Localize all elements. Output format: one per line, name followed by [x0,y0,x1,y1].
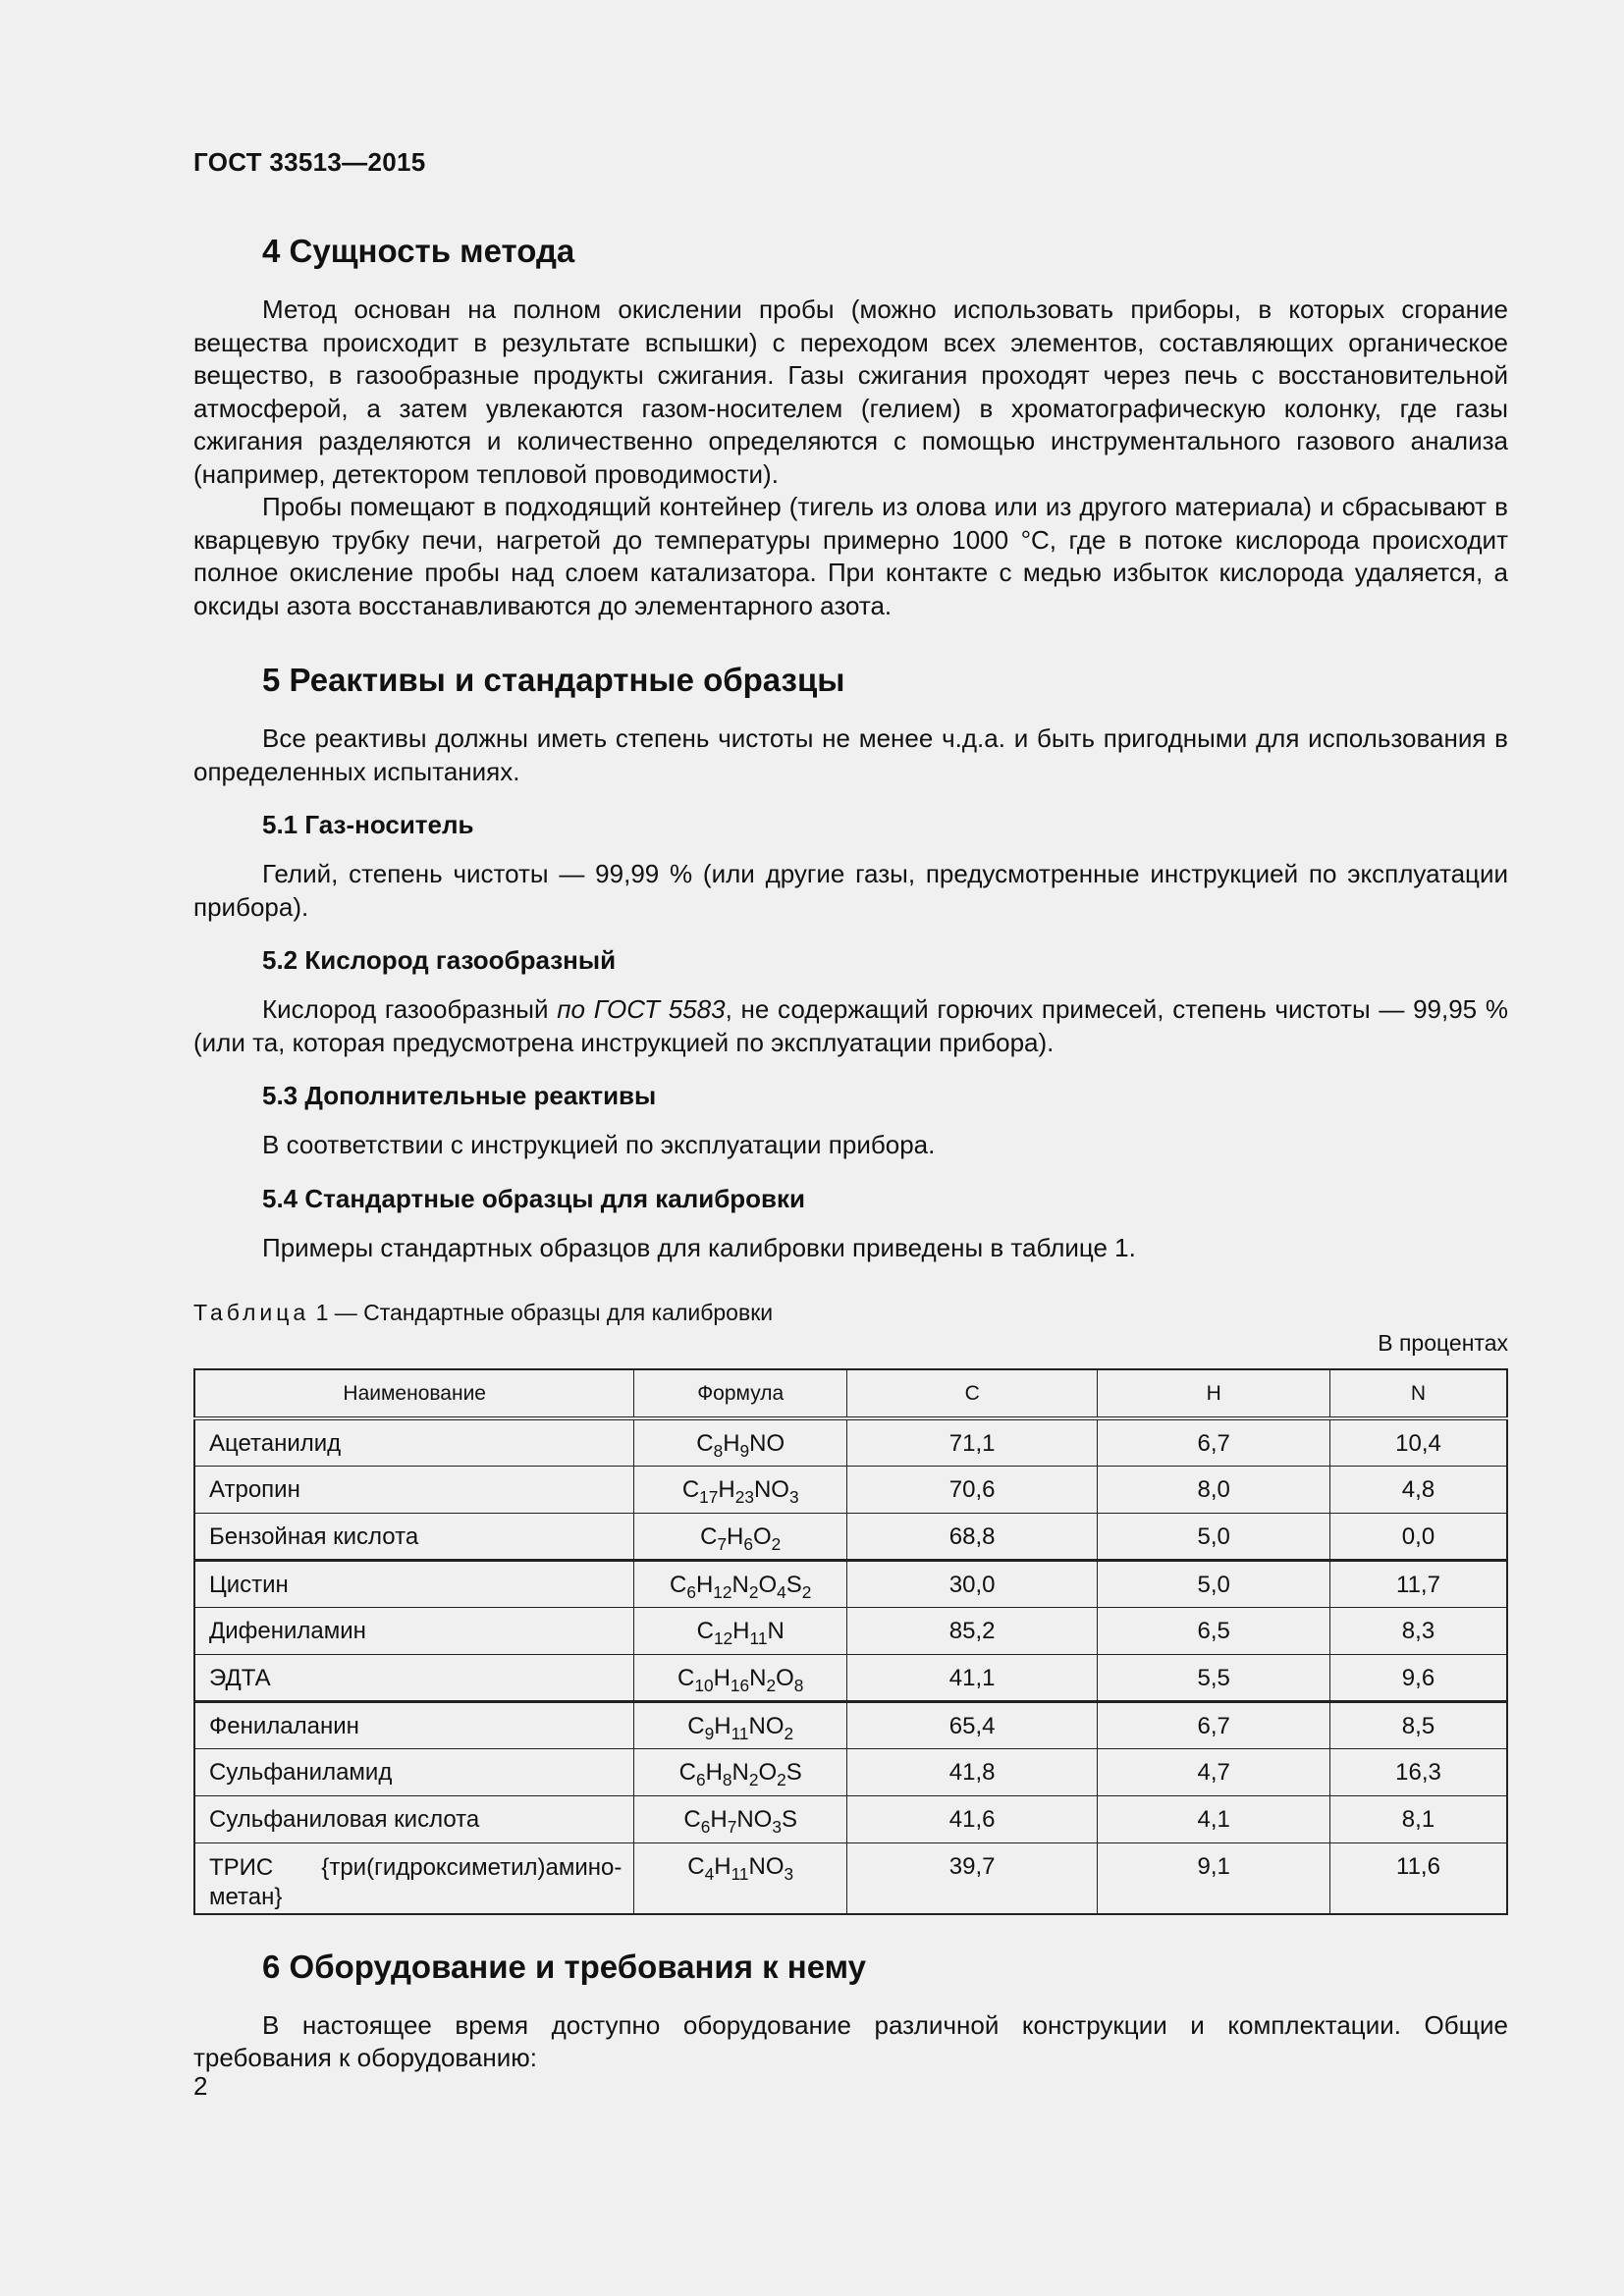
formula-element: H [727,1522,744,1550]
cell-h: 5,0 [1098,1560,1330,1607]
subsection-5-1-text: Гелий, степень чистоты — 99,99 % (или другие газы, предусмотренные инструкцией по эксплуатации прибора). [193,859,1508,922]
section-5-title: 5 Реактивы и стандартные образцы [262,662,845,698]
cell-h: 6,7 [1098,1418,1330,1466]
cell-n: 10,4 [1329,1418,1507,1466]
formula-subscript: 3 [784,1863,794,1884]
cell-c: 70,6 [846,1466,1097,1513]
subsection-5-2-title: 5.2 Кислород газообразный [262,945,617,975]
formula-subscript: 6 [700,1816,711,1837]
cell-n: 0,0 [1329,1513,1507,1560]
cell-h: 6,5 [1098,1607,1330,1654]
cell-formula [634,1560,847,1607]
formula-element: O [758,1758,778,1786]
table-row [194,1607,1507,1654]
formula-element: C [696,1430,714,1457]
cell-name: Атропин [194,1466,634,1513]
cell-c: 71,1 [846,1418,1097,1466]
formula-element: N [749,1664,767,1691]
header-name: Наименование [194,1369,634,1418]
section-6-text: В настоящее время доступно оборудование различной конструкции и комплектации. Общие требования к оборудованию: [193,2009,1508,2072]
formula-subscript: 10 [694,1675,714,1695]
formula-element: H [695,1571,714,1598]
formula-subscript: 2 [766,1675,777,1695]
cell-c: 41,1 [846,1654,1097,1701]
formula-element: S [781,1805,797,1833]
oxygen-text-start: Кислород газообразный [262,994,558,1024]
table-row [194,1701,1507,1748]
formula-element: C [700,1522,718,1550]
cell-formula [634,1701,847,1748]
formula-element: O [758,1571,778,1598]
section-4-title: 4 Сущность метода [262,233,575,269]
formula-subscript: 7 [717,1533,728,1554]
formula-subscript: 3 [772,1816,782,1837]
cell-name: Дифениламин [194,1607,634,1654]
table-header-row [194,1369,1507,1418]
cell-formula [634,1748,847,1795]
cell-name: Фенилаланин [194,1701,634,1748]
formula-element: C [687,1852,705,1880]
formula-subscript: 2 [748,1769,759,1789]
cell-h: 9,1 [1098,1842,1330,1914]
cell-n: 9,6 [1329,1654,1507,1701]
formula-subscript: 11 [731,1723,749,1743]
cell-name: ТРИС {три(гидроксиметил)амино-метан} [194,1842,634,1914]
formula-subscript: 8 [793,1675,804,1695]
cell-h: 5,0 [1098,1513,1330,1560]
cell-n: 16,3 [1329,1748,1507,1795]
formula-element: C [681,1475,700,1503]
formula-element: H [718,1475,735,1503]
section-5-intro: Все реактивы должны иметь степень чистоты не менее ч.д.а. и быть пригодными для использования в определенных испытаниях. [193,723,1508,786]
cell-formula [634,1795,847,1842]
cell-formula [634,1607,847,1654]
cell-name: Бензойная кислота [194,1513,634,1560]
formula-element: C [687,1712,705,1739]
table-units: В процентах [1378,1330,1508,1356]
table-row [194,1466,1507,1513]
formula-subscript: 2 [784,1723,794,1743]
cell-c: 41,6 [846,1795,1097,1842]
oxygen-text-end: , не содержащий горючих примесей, степень чистоты — 99,95 % (или та, которая предусмотрена инструкцией по эксплуатации прибора). [193,994,1508,1057]
formula-subscript: 2 [801,1581,812,1602]
formula-element: N [731,1571,749,1598]
formula-element: H [714,1852,731,1880]
cell-h: 6,7 [1098,1701,1330,1748]
calibration-table [193,1368,1508,1915]
formula-subscript: 6 [686,1581,696,1602]
formula-element: H [705,1758,723,1786]
formula-element: C [670,1571,687,1598]
formula-subscript: 16 [730,1675,750,1695]
subsection-5-2-text [193,993,1508,1059]
cell-c: 39,7 [846,1842,1097,1914]
formula-subscript: 4 [704,1863,715,1884]
subsection-5-3-text: В соответствии с инструкцией по эксплуатации прибора. [262,1130,936,1159]
table-row [194,1418,1507,1466]
formula-element: H [723,1430,740,1457]
cell-formula [634,1513,847,1560]
section-6-title: 6 Оборудование и требования к нему [262,1948,866,1985]
formula-element: H [714,1712,731,1739]
page-number: 2 [193,2071,208,2101]
subsection-5-3-title: 5.3 Дополнительные реактивы [262,1081,657,1110]
formula-element: N [731,1758,749,1786]
formula-subscript: 8 [722,1769,732,1789]
cell-c: 65,4 [846,1701,1097,1748]
formula-element: C [696,1617,714,1644]
subsection-5-4-title: 5.4 Стандартные образцы для калибровки [262,1183,805,1213]
section-4-paragraph-1: Метод основан на полном окислении пробы (можно использовать приборы, в которых сгорание вещества происходит в результате вспышки) с переходом всех элементов, составляющих органическое вещество, в газообразные продукты сжигания. Газы сжигания проходят через печь с восстановительной атмосферой, а затем увлекаются газом-носителем (гелием) в хроматографическую колонку, где газы сжигания разделяются и количественно определяются с помощью инструментального газового анализа (например, детектором тепловой проводимости). [193,294,1508,489]
formula-element: NO [736,1805,773,1833]
formula-element: NO [748,1712,785,1739]
table-caption-text: 1 — Стандартные образцы для калибровки [315,1300,774,1325]
header-n: N [1329,1369,1507,1418]
header-h: H [1098,1369,1330,1418]
formula-element: NO [749,1430,785,1457]
cell-formula [634,1466,847,1513]
cell-n: 8,5 [1329,1701,1507,1748]
formula-element: S [785,1758,802,1786]
formula-element: O [776,1664,794,1691]
cell-n: 11,6 [1329,1842,1507,1914]
cell-n: 8,3 [1329,1607,1507,1654]
formula-element: H [710,1805,728,1833]
cell-n: 8,1 [1329,1795,1507,1842]
cell-name: ЭДТА [194,1654,634,1701]
formula-element: C [678,1758,696,1786]
formula-element: N [767,1617,785,1644]
formula-subscript: 23 [734,1486,754,1507]
table-row [194,1560,1507,1607]
cell-n: 11,7 [1329,1560,1507,1607]
table-row [194,1748,1507,1795]
cell-formula [634,1654,847,1701]
cell-c: 68,8 [846,1513,1097,1560]
formula-subscript: 2 [777,1769,786,1789]
table-caption-label: Таблица [193,1300,310,1325]
formula-subscript: 3 [788,1486,799,1507]
formula-subscript: 6 [695,1769,706,1789]
cell-name: Сульфаниламид [194,1748,634,1795]
formula-subscript: 6 [743,1533,753,1554]
cell-c: 41,8 [846,1748,1097,1795]
cell-c: 85,2 [846,1607,1097,1654]
gost-reference: по ГОСТ 5583 [557,994,726,1024]
cell-n: 4,8 [1329,1466,1507,1513]
cell-c: 30,0 [846,1560,1097,1607]
formula-subscript: 8 [713,1441,724,1462]
formula-subscript: 11 [731,1863,749,1884]
table-caption [193,1300,1508,1326]
formula-subscript: 2 [748,1581,759,1602]
header-formula: Формула [634,1369,847,1418]
formula-element: NO [748,1852,785,1880]
cell-formula [634,1842,847,1914]
formula-subscript: 17 [699,1486,719,1507]
table-row [194,1795,1507,1842]
cell-h: 4,1 [1098,1795,1330,1842]
formula-subscript: 9 [704,1723,715,1743]
table-row [194,1842,1507,1914]
cell-name: Ацетанилид [194,1418,634,1466]
formula-element: C [683,1805,701,1833]
formula-element: NO [753,1475,789,1503]
formula-element: H [713,1664,731,1691]
subsection-5-4-text: Примеры стандартных образцов для калибровки приведены в таблице 1. [262,1232,1136,1262]
formula-element: C [677,1664,695,1691]
cell-formula [634,1418,847,1466]
formula-subscript: 11 [749,1628,768,1648]
document-header: ГОСТ 33513—2015 [193,147,426,177]
section-4-paragraph-2: Пробы помещают в подходящий контейнер (тигель из олова или из другого материала) и сбрасывают в кварцевую трубку печи, нагретой до температуры примерно 1000 °С, где в потоке кислорода происходит полное окисление пробы над слоем катализатора. При контакте с медью избыток кислорода удаляется, а оксиды азота восстанавливаются до элементарного азота. [193,492,1508,620]
table-row [194,1513,1507,1560]
cell-name: Цистин [194,1560,634,1607]
subsection-5-1-title: 5.1 Газ-носитель [262,810,474,839]
formula-element: H [732,1617,750,1644]
cell-h: 8,0 [1098,1466,1330,1513]
formula-subscript: 4 [777,1581,786,1602]
formula-element: O [753,1522,772,1550]
cell-h: 4,7 [1098,1748,1330,1795]
formula-subscript: 9 [739,1441,750,1462]
formula-element: S [785,1571,802,1598]
formula-subscript: 12 [713,1581,732,1602]
formula-subscript: 7 [727,1816,737,1837]
header-c: C [846,1369,1097,1418]
formula-subscript: 2 [771,1533,782,1554]
cell-name: Сульфаниловая кислота [194,1795,634,1842]
table-row [194,1654,1507,1701]
formula-subscript: 12 [713,1628,733,1648]
cell-h: 5,5 [1098,1654,1330,1701]
